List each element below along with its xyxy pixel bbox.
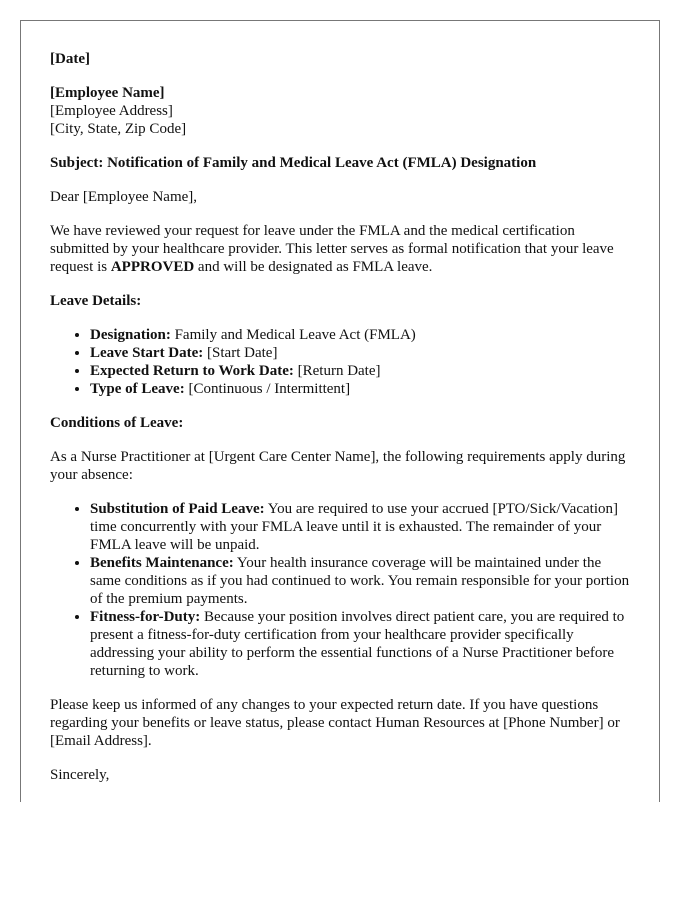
item-value: [Start Date] xyxy=(203,345,278,361)
city-state-zip: [City, State, Zip Code] xyxy=(50,121,187,137)
item-label: Fitness-for-Duty: xyxy=(90,609,201,625)
conditions-list xyxy=(50,500,630,680)
approved-emphasis: APPROVED xyxy=(110,259,195,275)
signoff: Sincerely, xyxy=(50,767,110,783)
item-value: Your health insurance coverage will be maintained under the same conditions as if you had continued to work. You remain responsible for your portion of the premium payments. xyxy=(90,555,630,607)
item-value: You are required to use your accrued [PTO/Sick/Vacation] time concurrently with your FMLA leave until it is exhausted. The remainder of your FMLA leave will be unpaid. xyxy=(90,501,618,553)
employee-address: [Employee Address] xyxy=(50,103,173,119)
date-text: [Date] xyxy=(50,51,90,67)
item-label: Designation: xyxy=(90,327,171,343)
letter-content xyxy=(50,50,630,800)
item-label: Expected Return to Work Date: xyxy=(90,363,294,379)
employee-name: [Employee Name] xyxy=(50,85,165,101)
list-item xyxy=(90,380,630,398)
item-label: Leave Start Date: xyxy=(90,345,204,361)
list-item xyxy=(90,326,630,344)
conditions-intro: As a Nurse Practitioner at [Urgent Care Center Name], the following requirements apply during your absence: xyxy=(50,449,626,483)
leave-details-list xyxy=(50,326,630,398)
item-label: Substitution of Paid Leave: xyxy=(90,501,265,517)
date-line xyxy=(50,50,630,68)
conditions-heading: Conditions of Leave: xyxy=(50,415,184,431)
list-item xyxy=(90,500,630,554)
list-item xyxy=(90,362,630,380)
intro-text-2: and will be designated as FMLA leave. xyxy=(194,259,433,275)
item-value: [Continuous / Intermittent] xyxy=(184,381,351,397)
intro-text-1: We have reviewed your request for leave under the FMLA and the medical certification submitted by your healthcare provider. This letter serves as formal notification that your leave request is xyxy=(50,223,614,275)
item-value: [Return Date] xyxy=(293,363,381,379)
item-label: Type of Leave: xyxy=(90,381,185,397)
item-label: Benefits Maintenance: xyxy=(90,555,234,571)
leave-details-heading: Leave Details: xyxy=(50,293,142,309)
list-item xyxy=(90,608,630,680)
recipient-block xyxy=(50,84,630,138)
item-value: Because your position involves direct patient care, you are required to present a fitness-for-duty certification from your healthcare provider specifically addressing your ability to perform the essential functions of a Nurse Practitioner before returning to work. xyxy=(90,609,625,679)
item-value: Family and Medical Leave Act (FMLA) xyxy=(170,327,416,343)
list-item xyxy=(90,344,630,362)
subject-line: Subject: Notification of Family and Medical Leave Act (FMLA) Designation xyxy=(50,155,537,171)
salutation: Dear [Employee Name], xyxy=(50,189,198,205)
intro-paragraph xyxy=(50,222,630,276)
list-item xyxy=(90,554,630,608)
letter-page xyxy=(20,20,660,802)
closing-paragraph: Please keep us informed of any changes to your expected return date. If you have questions regarding your benefits or leave status, please contact Human Resources at [Phone Number] or [Email Address]. xyxy=(50,697,620,749)
